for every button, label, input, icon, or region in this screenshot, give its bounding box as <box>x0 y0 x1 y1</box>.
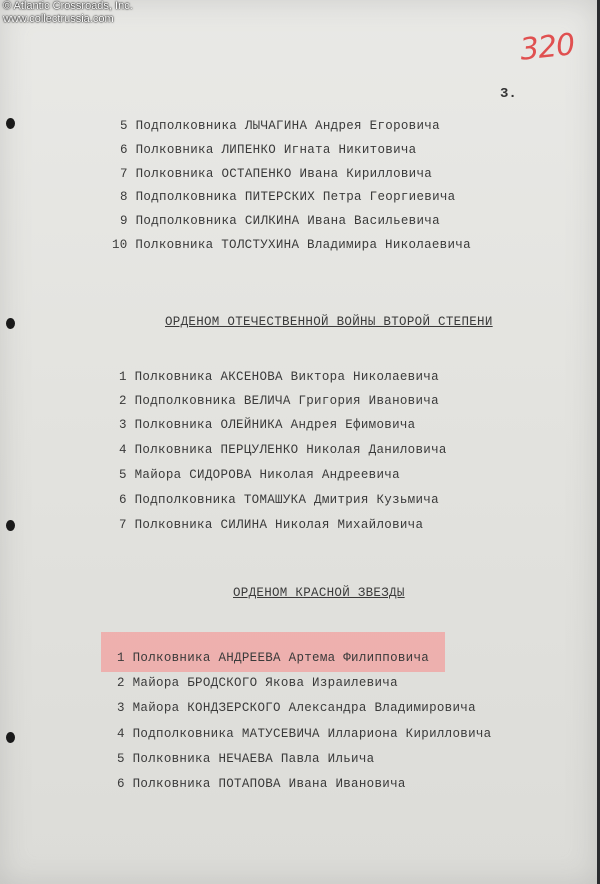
list-item: 7 Полковника СИЛИНА Николая Михайловича <box>119 518 424 532</box>
list-item: 1 Полковника АНДРЕЕВА Артема Филипповича <box>117 651 430 665</box>
list-item: 5 Майора СИДОРОВА Николая Андреевича <box>119 468 400 482</box>
watermark-line-2: www.collectrussia.com <box>3 13 114 25</box>
section-heading: ОРДЕНОМ КРАСНОЙ ЗВЕЗДЫ <box>233 586 405 600</box>
list-item: 4 Подполковника МАТУСЕВИЧА Иллариона Кирилловича <box>117 727 492 741</box>
list-item: 5 Полковника НЕЧАЕВА Павла Ильича <box>117 752 375 766</box>
copyright-watermark <box>3 0 133 26</box>
punch-hole <box>6 520 15 531</box>
punch-hole <box>6 732 15 743</box>
punch-hole <box>6 118 15 129</box>
list-item: 10 Полковника ТОЛСТУХИНА Владимира Николаевича <box>112 238 471 252</box>
list-item: 4 Полковника ПЕРЦУЛЕНКО Николая Даниловича <box>119 443 447 457</box>
list-item: 2 Подполковника ВЕЛИЧА Григория Ивановича <box>119 394 439 408</box>
watermark-line-1: © Atlantic Crossroads, Inc. <box>3 0 133 12</box>
list-item: 7 Полковника ОСТАПЕНКО Ивана Кирилловича <box>120 167 433 181</box>
section-heading: ОРДЕНОМ ОТЕЧЕСТВЕННОЙ ВОЙНЫ ВТОРОЙ СТЕПЕНИ <box>165 315 493 329</box>
handwritten-page-number: 320 <box>518 27 576 68</box>
list-item: 6 Полковника ПОТАПОВА Ивана Ивановича <box>117 777 406 791</box>
list-item: 8 Подполковника ПИТЕРСКИХ Петра Георгиевича <box>120 190 456 204</box>
list-item: 6 Полковника ЛИПЕНКО Игната Никитовича <box>120 143 417 157</box>
list-item: 5 Подполковника ЛЫЧАГИНА Андрея Егоровича <box>120 119 440 133</box>
punch-hole <box>6 318 15 329</box>
list-item: 1 Полковника АКСЕНОВА Виктора Николаевича <box>119 370 439 384</box>
typed-page-number: 3. <box>500 86 517 102</box>
list-item: 9 Подполковника СИЛКИНА Ивана Васильевича <box>120 214 440 228</box>
list-item: 3 Полковника ОЛЕЙНИКА Андрея Ефимовича <box>119 418 416 432</box>
list-item: 2 Майора БРОДСКОГО Якова Израилевича <box>117 676 398 690</box>
list-item: 3 Майора КОНДЗЕРСКОГО Александра Владимировича <box>117 701 476 715</box>
list-item: 6 Подполковника ТОМАШУКА Дмитрия Кузьмича <box>119 493 439 507</box>
